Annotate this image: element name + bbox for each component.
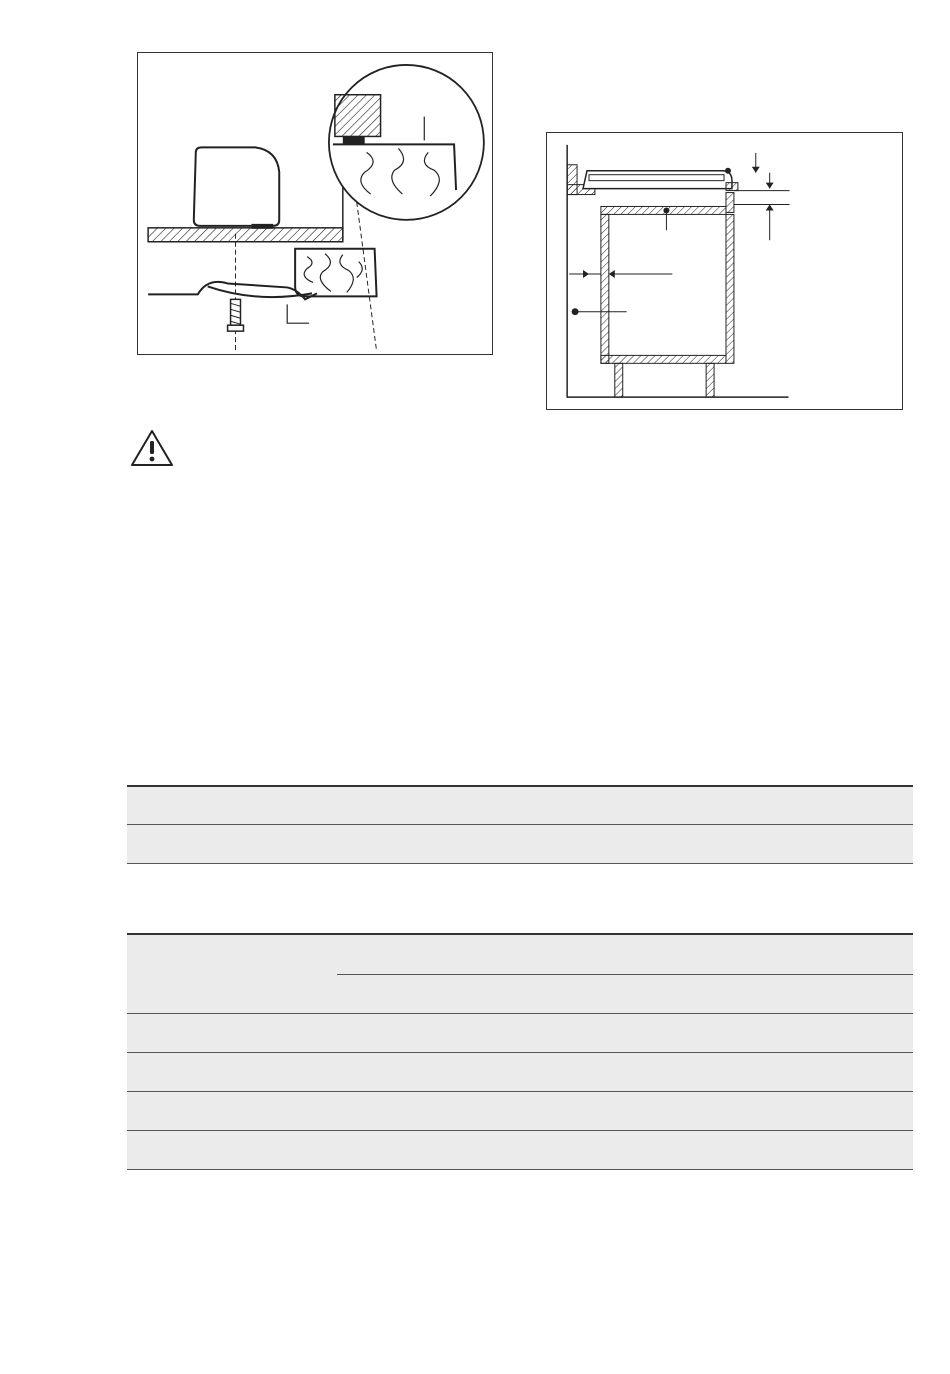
- table-row: [127, 825, 913, 864]
- table-cell: [127, 1014, 337, 1052]
- table-row: [127, 1053, 913, 1092]
- table-row: [127, 1092, 913, 1131]
- table-cell: [337, 825, 913, 863]
- table-cell: [127, 825, 337, 863]
- table-row: [127, 1014, 913, 1053]
- figure-bracket-fixing: [137, 52, 493, 355]
- table-cell: [127, 1131, 337, 1169]
- table-2: [127, 933, 913, 1170]
- table-cell: [337, 787, 913, 824]
- table-header-cell: [127, 935, 337, 1013]
- table-row: [127, 785, 913, 825]
- warning-icon: [130, 428, 174, 468]
- table-header-row: [127, 933, 913, 1014]
- table-cell: [337, 1131, 913, 1169]
- table-cell: [337, 1014, 913, 1052]
- cabinet-section-drawing: [547, 133, 902, 409]
- table-row: [127, 1131, 913, 1170]
- bracket-fixing-drawing: [138, 53, 492, 354]
- table-1: [127, 785, 913, 864]
- table-cell: [337, 1092, 913, 1130]
- table-cell: [127, 1092, 337, 1130]
- table-cell: [127, 1053, 337, 1091]
- figure-cabinet-section: [546, 132, 903, 410]
- table-cell: [337, 1053, 913, 1091]
- table-header-cell: [337, 975, 913, 1013]
- table-cell: [127, 787, 337, 824]
- table-header-cell: [337, 935, 913, 973]
